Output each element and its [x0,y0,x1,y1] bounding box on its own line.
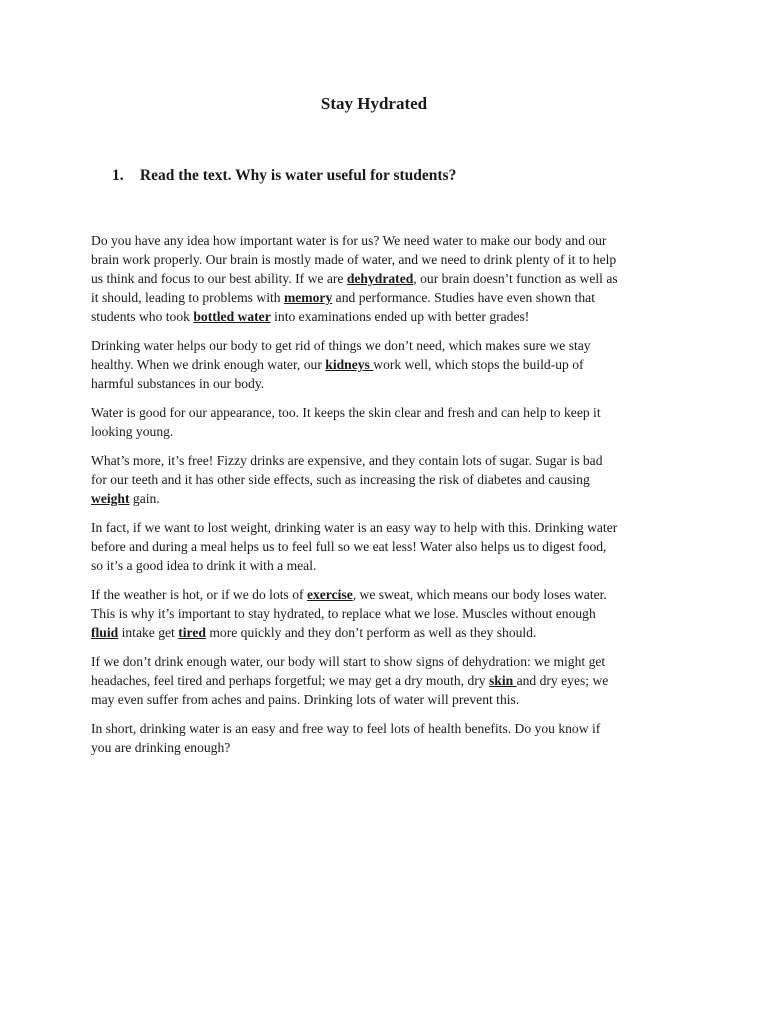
text-segment: harmful substances in our body. [91,376,265,391]
text-segment: more quickly and they don’t perform as well as they should. [205,625,537,640]
question-text: Read the text. Why is water useful for students? [139,167,457,184]
text-line [91,231,691,250]
text-segment: us think and focus to our best ability. If we are [91,271,347,286]
text-segment: it should, leading to problems with [91,290,284,305]
vocabulary-keyword: tired [178,625,206,640]
text-segment: intake get [118,625,179,640]
text-segment: , we sweat, which means our body loses water. [352,587,607,602]
question-number: 1. [112,167,124,184]
text-segment: Do you have any idea how important water is for us? We need water to make our body and our [91,233,607,248]
text-segment: before and during a meal helps us to feel full so we eat less! Water also helps us to digest food, [91,539,607,554]
text-segment: This is why it’s important to stay hydrated, to replace what we lose. Muscles without enough [91,606,596,621]
text-segment: into examinations ended up with better grades! [270,309,530,324]
text-line [91,307,691,326]
text-segment: If we don’t drink enough water, our body will start to show signs of dehydration: we might get [91,654,606,669]
paragraph [91,518,691,575]
text-line [91,585,691,604]
text-line [91,738,691,757]
text-segment: and dry eyes; we [516,673,609,688]
text-line [91,719,691,738]
text-line [91,623,691,642]
vocabulary-keyword: bottled water [193,309,271,324]
text-segment: may even suffer from aches and pains. Drinking lots of water will prevent this. [91,692,520,707]
text-line [91,288,691,307]
text-line [91,403,691,422]
text-segment: for our teeth and it has other side effects, such as increasing the risk of diabetes and causing [91,472,590,487]
text-line [91,470,691,489]
paragraph [91,585,691,642]
vocabulary-keyword: weight [91,491,130,506]
vocabulary-keyword: skin [488,673,517,688]
text-line [91,374,691,393]
text-line [91,451,691,470]
text-line [91,250,691,269]
text-line [91,269,691,288]
vocabulary-keyword: kidneys [325,357,374,372]
text-segment: brain work properly. Our brain is mostly made of water, and we need to drink plenty of it to help [91,252,617,267]
text-line [91,537,691,556]
paragraph [91,403,691,441]
vocabulary-keyword: exercise [306,587,353,602]
paragraph [91,231,691,326]
text-segment: , our brain doesn’t function as well as [413,271,618,286]
vocabulary-keyword: dehydrated [346,271,414,286]
vocabulary-keyword: fluid [91,625,119,640]
text-line [91,556,691,575]
text-segment: and performance. Studies have even shown that [332,290,595,305]
text-segment: If the weather is hot, or if we do lots of [91,587,307,602]
text-line [91,671,691,690]
text-segment: so it’s a good idea to drink it with a meal. [91,558,317,573]
question-heading [112,167,456,185]
text-line [91,652,691,671]
text-line [91,422,691,441]
text-line [91,604,691,623]
text-line [91,336,691,355]
paragraph [91,652,691,709]
article-body [91,231,691,767]
text-line [91,355,691,374]
text-segment: healthy. When we drink enough water, our [91,357,326,372]
text-segment: Water is good for our appearance, too. It keeps the skin clear and fresh and can help to keep it [91,405,601,420]
text-segment: headaches, feel tired and perhaps forgetful; we may get a dry mouth, dry [91,673,489,688]
text-segment: looking young. [91,424,174,439]
text-segment: Drinking water helps our body to get rid of things we don’t need, which makes sure we stay [91,338,591,353]
text-segment: gain. [129,491,160,506]
text-segment: In fact, if we want to lost weight, drinking water is an easy way to help with this. Drinking water [91,520,618,535]
text-segment: In short, drinking water is an easy and free way to feel lots of health benefits. Do you know if [91,721,601,736]
text-line [91,489,691,508]
text-segment: you are drinking enough? [91,740,231,755]
text-line [91,518,691,537]
text-line [91,690,691,709]
vocabulary-keyword: memory [283,290,333,305]
document-title: Stay Hydrated [320,94,428,113]
text-segment: students who took [91,309,194,324]
text-segment: What’s more, it’s free! Fizzy drinks are expensive, and they contain lots of sugar. Sugar is bad [91,453,603,468]
paragraph [91,719,691,757]
text-segment: work well, which stops the build-up of [373,357,584,372]
paragraph [91,336,691,393]
paragraph [91,451,691,508]
